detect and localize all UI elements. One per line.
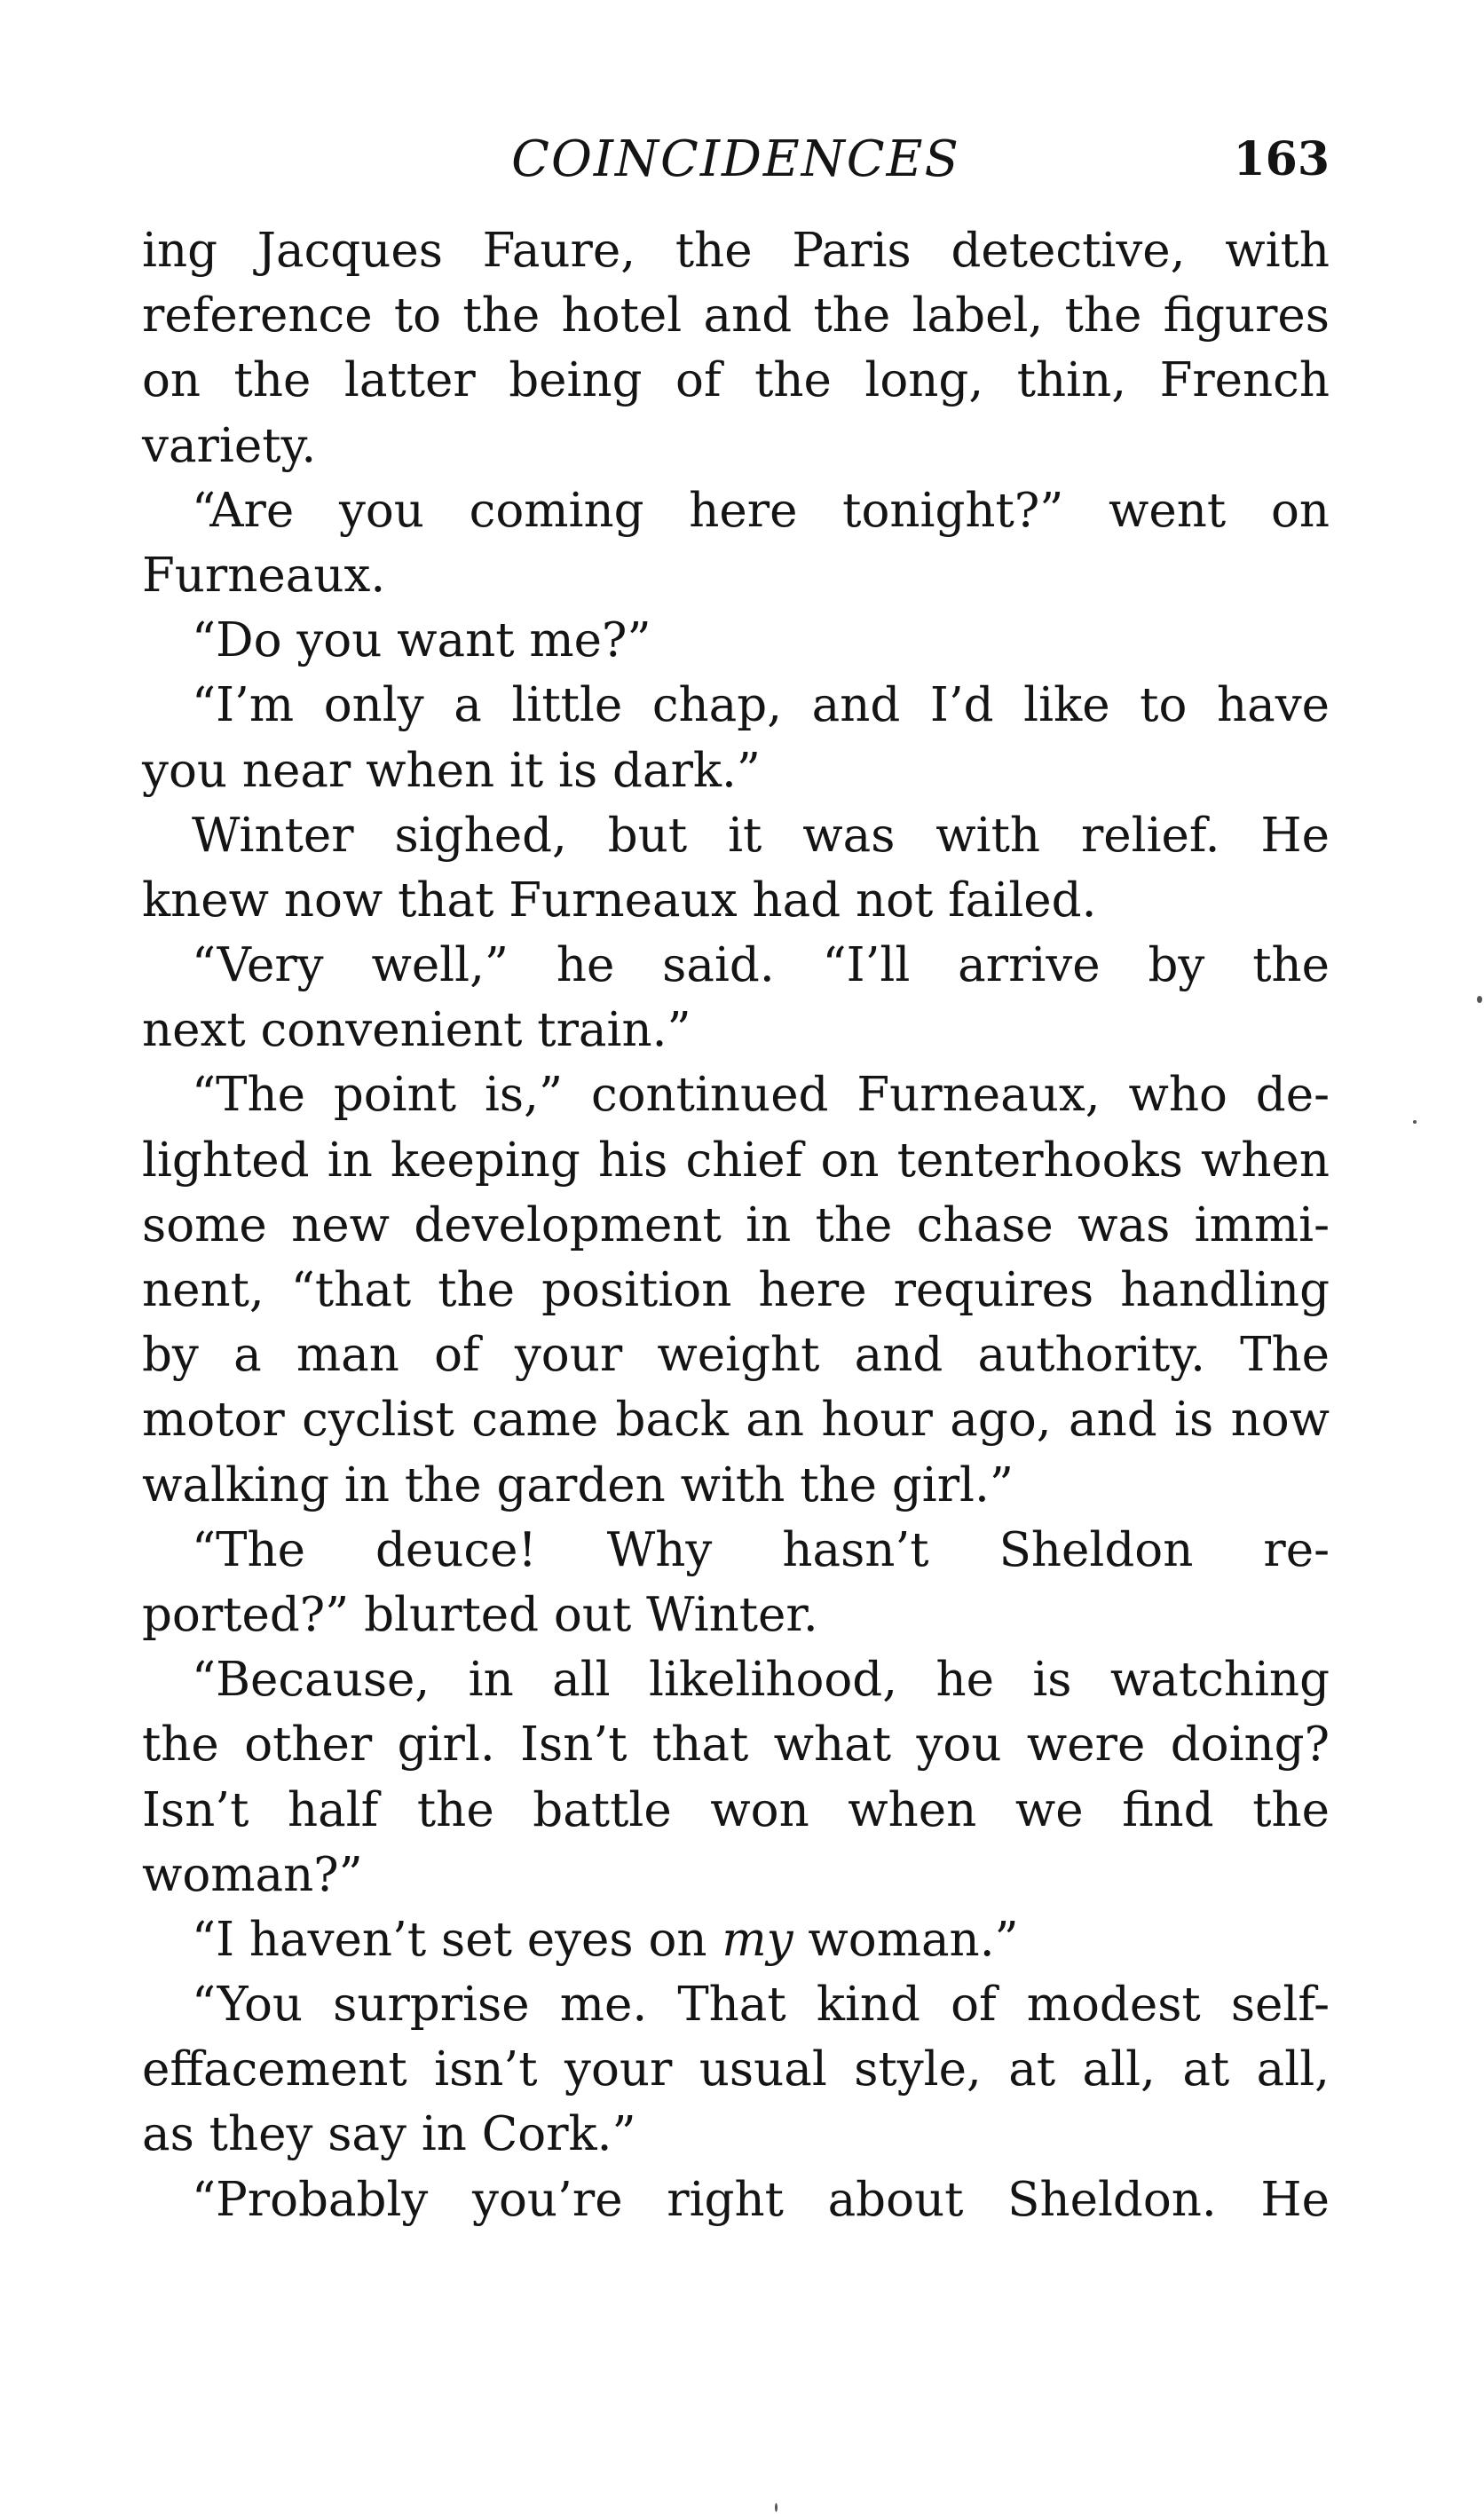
text-line: “Because, in all likelihood, he is watching — [192, 1653, 1330, 1708]
text-line: lighted in keeping his chief on tenterhooks when — [142, 1133, 1330, 1188]
text-line: on the latter being of the long, thin, French — [142, 353, 1330, 408]
text-line: motor cyclist came back an hour ago, and is now — [142, 1393, 1330, 1448]
text-segment: woman.” — [793, 1912, 1019, 1967]
emphasis: my — [722, 1912, 793, 1967]
ink-speck — [775, 2503, 778, 2512]
running-head: COINCIDENCES — [511, 130, 960, 188]
text-line: ing Jacques Faure, the Paris detective, with — [142, 224, 1330, 278]
text-line: woman?” — [142, 1847, 363, 1902]
text-line: walking in the garden with the girl.” — [142, 1457, 1014, 1512]
text-line: ported?” blurted out Winter. — [142, 1587, 818, 1642]
text-line: by a man of your weight and authority. The — [142, 1328, 1330, 1383]
page-number: 163 — [1233, 132, 1330, 186]
text-line: “I’m only a little chap, and I’d like to have — [192, 678, 1330, 733]
text-line: “You surprise me. That kind of modest self- — [192, 1978, 1330, 2033]
text-line: knew now that Furneaux had not failed. — [142, 873, 1097, 928]
text-line: “The deuce! Why hasn’t Sheldon re- — [192, 1522, 1330, 1577]
text-line: the other girl. Isn’t that what you were doing? — [142, 1718, 1330, 1773]
text-line: reference to the hotel and the label, the figures — [142, 288, 1330, 344]
text-line: “Very well,” he said. “I’ll arrive by the — [192, 938, 1330, 993]
text-line: nent, “that the position here requires handling — [142, 1263, 1330, 1317]
text-line: Winter sighed, but it was with relief. He — [192, 808, 1330, 863]
ink-speck — [1477, 996, 1482, 1003]
text-line: Furneaux. — [142, 548, 386, 603]
text-line: “Probably you’re right about Sheldon. He — [192, 2172, 1330, 2227]
text-line: “The point is,” continued Furneaux, who de- — [192, 1068, 1330, 1123]
text-line: Isn’t half the battle won when we find the — [142, 1782, 1330, 1837]
text-line: as they say in Cork.” — [142, 2107, 636, 2162]
body-text — [142, 218, 1330, 2232]
text-line: variety. — [142, 418, 317, 473]
text-line: some new development in the chase was immi- — [142, 1197, 1330, 1252]
page-header — [142, 124, 1330, 195]
text-line: effacement isn’t your usual style, at all, at all, — [142, 2042, 1330, 2097]
text-line: “Do you want me?” — [192, 613, 651, 668]
text-segment: “I haven’t set eyes on — [192, 1912, 722, 1967]
text-line — [142, 1907, 1330, 1972]
ink-speck — [1413, 1120, 1417, 1124]
text-line: next convenient train.” — [142, 1003, 691, 1058]
text-line: you near when it is dark.” — [142, 743, 761, 798]
text-line: “Are you coming here tonight?” went on — [192, 483, 1330, 538]
